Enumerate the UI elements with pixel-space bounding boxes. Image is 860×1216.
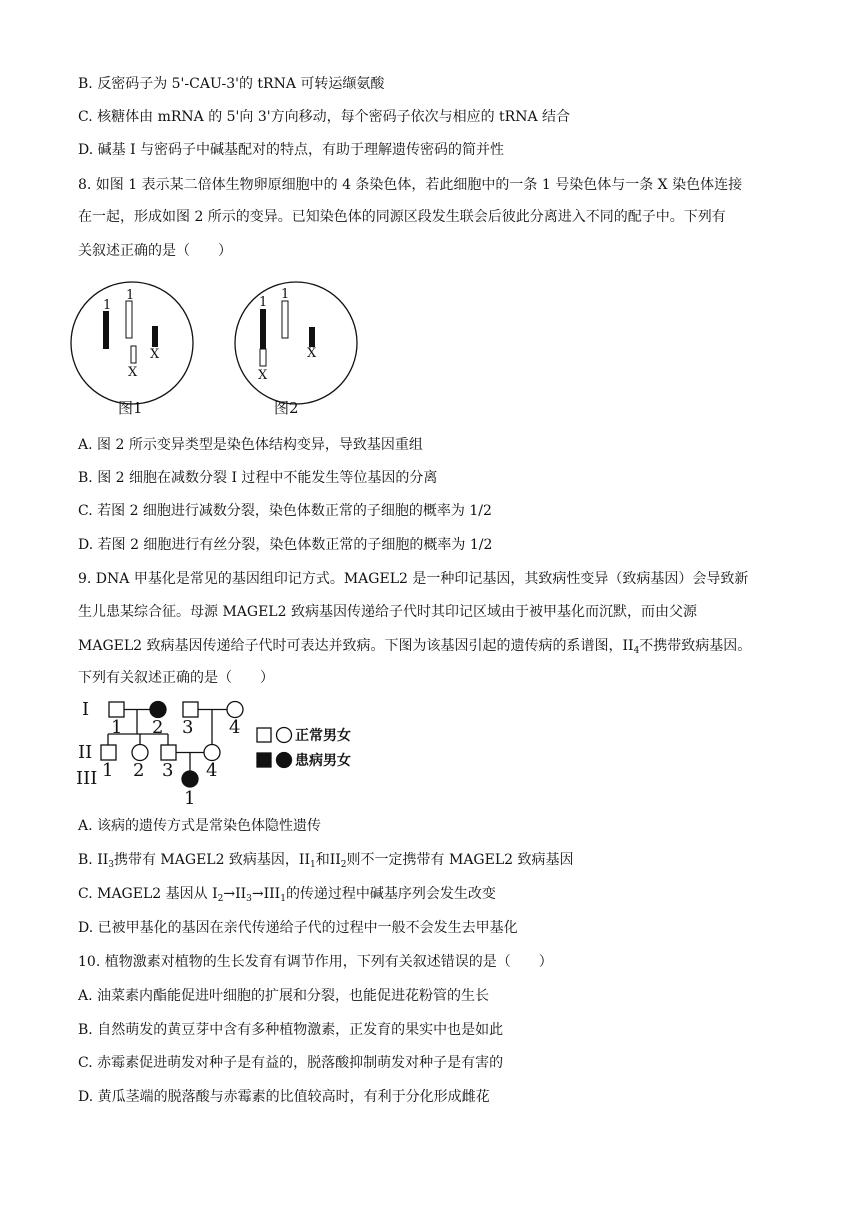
q7-option-c: C. 核糖体由 mRNA 的 5'向 3'方向移动，每个密码子依次与相应的 tRNA 结合 [78, 109, 571, 125]
label-1: 1 [126, 288, 135, 303]
II2-normal-female [132, 745, 148, 761]
label-1: 1 [103, 298, 112, 313]
q9-stem-line2: 生儿患某综合征。母源 MAGEL2 致病基因传递给子代时其印记区域由于被甲基化而沉默，而由父源 [78, 604, 697, 620]
II4-normal-female [204, 745, 220, 761]
I1-number: 1 [111, 717, 123, 738]
q8-stem-line1: 8. 如图 1 表示某二倍体生物卵原细胞中的 4 条染色体，若此细胞中的一条 1 号染色体与一条 X 染色体连接 [78, 177, 743, 193]
q10-option-c: C. 赤霉素促进萌发对种子是有益的，脱落酸抑制萌发对种子是有害的 [78, 1055, 504, 1071]
I3-number: 3 [182, 717, 194, 738]
label-x: X [258, 368, 268, 383]
III1-affected-female [182, 771, 198, 787]
cell-circle-fig2 [235, 282, 357, 404]
generation-label-II: II [78, 742, 93, 763]
pedigree-chart [70, 695, 370, 810]
II4-number: 4 [206, 760, 218, 781]
q10-option-b: B. 自然萌发的黄豆芽中含有多种植物激素，正发育的果实中也是如此 [78, 1022, 504, 1038]
caption-fig1: 图1 [118, 399, 143, 417]
q10-option-a: A. 油菜素内酯能促进叶细胞的扩展和分裂，也能促进花粉管的生长 [78, 988, 490, 1004]
q8-option-d: D. 若图 2 细胞进行有丝分裂，染色体数正常的子细胞的概率为 1/2 [78, 537, 493, 553]
I2-number: 2 [152, 717, 164, 738]
I3-normal-male [183, 702, 198, 717]
q8-stem-line2: 在一起，形成如图 2 所示的变异。已知染色体的同源区段发生联会后彼此分离进入不同的配子中。下列有 [78, 209, 726, 225]
q9-option-a: A. 该病的遗传方式是常染色体隐性遗传 [78, 818, 322, 834]
II1-normal-male [101, 745, 116, 760]
II3-number: 3 [162, 760, 174, 781]
legend-normal-male [257, 728, 271, 742]
q8-option-c: C. 若图 2 细胞进行减数分裂，染色体数正常的子细胞的概率为 1/2 [78, 503, 492, 519]
label-x: X [128, 365, 138, 380]
chromosome-x-white [131, 346, 136, 363]
II1-number: 1 [102, 760, 114, 781]
caption-fig2: 图2 [274, 399, 299, 417]
generation-label-III: III [76, 768, 98, 789]
chromosome-1-black-fused [260, 309, 266, 349]
II2-number: 2 [133, 760, 145, 781]
q10-stem: 10. 植物激素对植物的生长发育有调节作用，下列有关叙述错误的是（ ） [78, 954, 553, 970]
q8-option-a: A. 图 2 所示变异类型是染色体结构变异，导致基因重组 [78, 437, 423, 453]
chromosome-figure [70, 280, 370, 425]
q10-option-d: D. 黄瓜茎端的脱落酸与赤霉素的比值较高时，有利于分化形成雌花 [78, 1089, 490, 1105]
chromosome-1-black [103, 311, 109, 349]
label-1: 1 [281, 287, 290, 302]
I4-number: 4 [229, 717, 241, 738]
legend-affected-female [277, 753, 292, 768]
II3-normal-male [161, 745, 176, 760]
label-x: X [307, 346, 317, 361]
q8-stem-line3: 关叙述正确的是（ ） [78, 243, 232, 259]
legend-affected-male [257, 753, 271, 767]
q8-option-b: B. 图 2 细胞在减数分裂 I 过程中不能发生等位基因的分离 [78, 470, 438, 486]
chromosome-x-white-fused [260, 349, 266, 366]
I4-normal-female [227, 702, 243, 718]
q9-option-c: C. MAGEL2 基因从 $I_2\to II_3\to III_1$的传递过程中碱基序列会发生改变 [78, 886, 496, 904]
q9-option-d: D. 已被甲基化的基因在亲代传递给子代的过程中一般不会发生去甲基化 [78, 920, 518, 936]
q9-stem-line1: 9. DNA 甲基化是常见的基因组印记方式。MAGEL2 是一种印记基因，其致病性变异（致病基因）会导致新 [78, 571, 749, 587]
label-x: X [150, 347, 160, 362]
label-1: 1 [259, 295, 268, 310]
q9-stem-line3: MAGEL2 致病基因传递给子代时可表达并致病。下图为该基因引起的遗传病的系谱图，$II_4$不携带致病基因。 [78, 638, 752, 656]
I2-affected-female [150, 702, 166, 718]
q7-option-d: D. 碱基 I 与密码子中碱基配对的特点，有助于理解遗传密码的简并性 [78, 142, 505, 158]
III1-number: 1 [184, 788, 196, 809]
chromosome-x-black [309, 327, 315, 347]
q9-stem-line4: 下列有关叙述正确的是（ ） [78, 670, 274, 686]
chromosome-1-white [126, 301, 132, 338]
legend-affected-label: 患病男女 [295, 753, 351, 769]
chromosome-x-black [152, 326, 158, 347]
legend-normal-female [277, 728, 292, 743]
chromosome-1-white [282, 301, 288, 338]
q9-option-b: B. $II_3$携带有 MAGEL2 致病基因，$II_1$和$II_2$则不一定携带有 MAGEL2 致病基因 [78, 852, 574, 870]
generation-label-I: I [82, 699, 90, 720]
I1-normal-male [109, 702, 124, 717]
legend-normal-label: 正常男女 [295, 728, 351, 744]
q7-option-b: B. 反密码子为 5'-CAU-3'的 tRNA 可转运缬氨酸 [78, 76, 385, 92]
